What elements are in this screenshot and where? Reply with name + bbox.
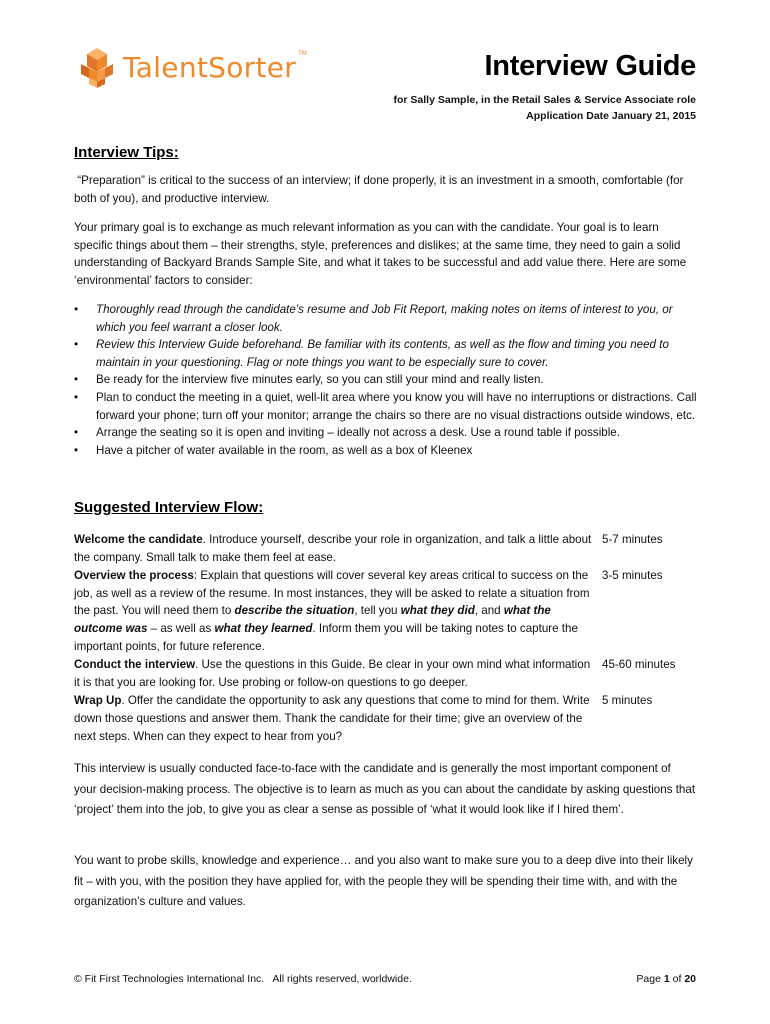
table-row [74,531,696,567]
list-item: • Be ready for the interview five minutes early, so you can still your mind and really listen. [74,371,698,389]
flow-step-duration: 45-60 minutes [602,658,676,672]
closing-paragraph-1-text: This interview is usually conducted face-to-face with the candidate and is generally the most important component of your decision-making process. The objective is to learn as much as you can about the candidate by asking questions that ‘project’ them into the job, to give you as clear a sense as possible of ‘what it would look like if I hired them’. [74,762,696,817]
flow-step-text: : Explain that questions will cover several key areas critical to success on the job, as well as a review of the resume. In most instances, they will be asked to relate a situation from the past. You will need them to [74,569,590,618]
flow-step-label: Overview the process [74,569,194,583]
trademark-mark: TM [298,51,307,57]
flow-step-emphasis: describe the situation [234,604,355,618]
interview-flow-table [74,530,696,745]
flow-step-text: . Use the questions in this Guide. Be clear in your own mind what information it is that you are looking for. Use probing or follow-on questions to go deeper. [74,658,591,689]
copyright-notice: © Fit First Technologies International Inc. All rights reserved, worldwide. [74,973,412,985]
closing-paragraph-1 [74,759,696,821]
tips-paragraph-2 [74,219,696,289]
flow-step-description [74,531,594,567]
flow-step-text: . Offer the candidate the opportunity to ask any questions that come to mind for them. Write down those questions and answer them. Thank the candidate for their time; give an overview of the next steps. When can they expect to hear from you? [74,694,590,743]
page-title: Interview Guide [484,50,696,82]
flow-step-text: . Inform them you will be taking notes to capture the important points, for future reference. [74,621,578,653]
flow-step-description [74,656,594,692]
table-row [74,692,696,745]
flow-section-heading [74,498,696,518]
flow-step-duration: 3-5 minutes [602,569,663,583]
tips-paragraph-1-text: “Preparation” is critical to the success of an interview; if done properly, it is an investment in a smooth, comfortable (for both of you), and productive interview. [74,174,687,205]
flow-step-text: , and [474,604,504,618]
list-item: • Thoroughly read through the candidate’s resume and Job Fit Report, making notes on items of interest to you, or which you feel warrant a closer look. [74,301,698,336]
flow-step-duration: 5 minutes [602,694,653,708]
list-item: • Review this Interview Guide beforehand. Be familiar with its contents, as well as the flow and timing you need to maintain in your questioning. Flag or note things you want to be especially sure to cover. [74,336,698,371]
flow-step-text: , tell you [354,604,401,618]
page-number [636,973,696,985]
list-item: • Plan to conduct the meeting in a quiet, well-lit area where you know you will have no interruptions or distractions. Call forward your phone; turn off your monitor; arrange the chairs so there are no visual distractions outside windows, etc. [74,389,698,424]
tips-bullet-list [74,301,698,459]
candidate-role-line: for Sally Sample, in the Retail Sales & Service Associate role [393,94,696,106]
tips-paragraph-2-text: Your primary goal is to exchange as much relevant information as you can with the candidate. Your goal is to learn specific things about them – their strengths, style, preferences and dislikes; at the same time, they need to gain a solid understanding of Backyard Brands Sample Site, and what it takes to be successful and add value there. Here are some ‘environmental’ factors to consider: [74,221,687,287]
tips-section-heading [74,143,696,163]
table-row [74,656,696,692]
table-row [74,567,696,656]
flow-step-label: Welcome the candidate [74,533,203,546]
flow-step-text: . Introduce yourself, describe your role in organization, and talk a little about the company. Small talk to make them feel at ease. [74,533,592,564]
flow-step-label: Wrap Up [74,694,122,708]
brand-logo [77,46,307,90]
closing-paragraph-2 [74,851,696,913]
flow-step-label: Conduct the interview [74,658,196,672]
flow-step-description [74,692,594,745]
tips-heading: Interview Tips: [74,144,179,161]
tips-paragraph-1 [74,172,696,207]
page-of-label: of [669,973,685,985]
flow-step-description [74,567,594,656]
flow-step-text: – as well as [147,621,215,635]
flow-step-emphasis: what they did [400,604,475,618]
application-date-line: Application Date January 21, 2015 [526,110,696,122]
diamond-cube-logo-icon [77,46,117,90]
total-pages: 20 [684,973,696,985]
flow-heading: Suggested Interview Flow: [74,499,264,516]
flow-step-emphasis: what the outcome was [74,604,551,635]
current-page: 1 [663,973,670,985]
page-label: Page [636,973,664,985]
flow-step-emphasis: what they learned [214,621,313,635]
brand-name: TalentSorter [123,51,297,84]
list-item: • Have a pitcher of water available in the room, as well as a box of Kleenex [74,442,698,460]
list-item: • Arrange the seating so it is open and inviting – ideally not across a desk. Use a round table if possible. [74,424,698,442]
flow-step-duration: 5-7 minutes [602,533,663,546]
closing-paragraph-2-text: You want to probe skills, knowledge and experience… and you also want to make sure you to a deep dive into their likely fit – with you, with the position they have applied for, with the people they will be spending their time with, and with the organization’s culture and values. [74,854,693,909]
